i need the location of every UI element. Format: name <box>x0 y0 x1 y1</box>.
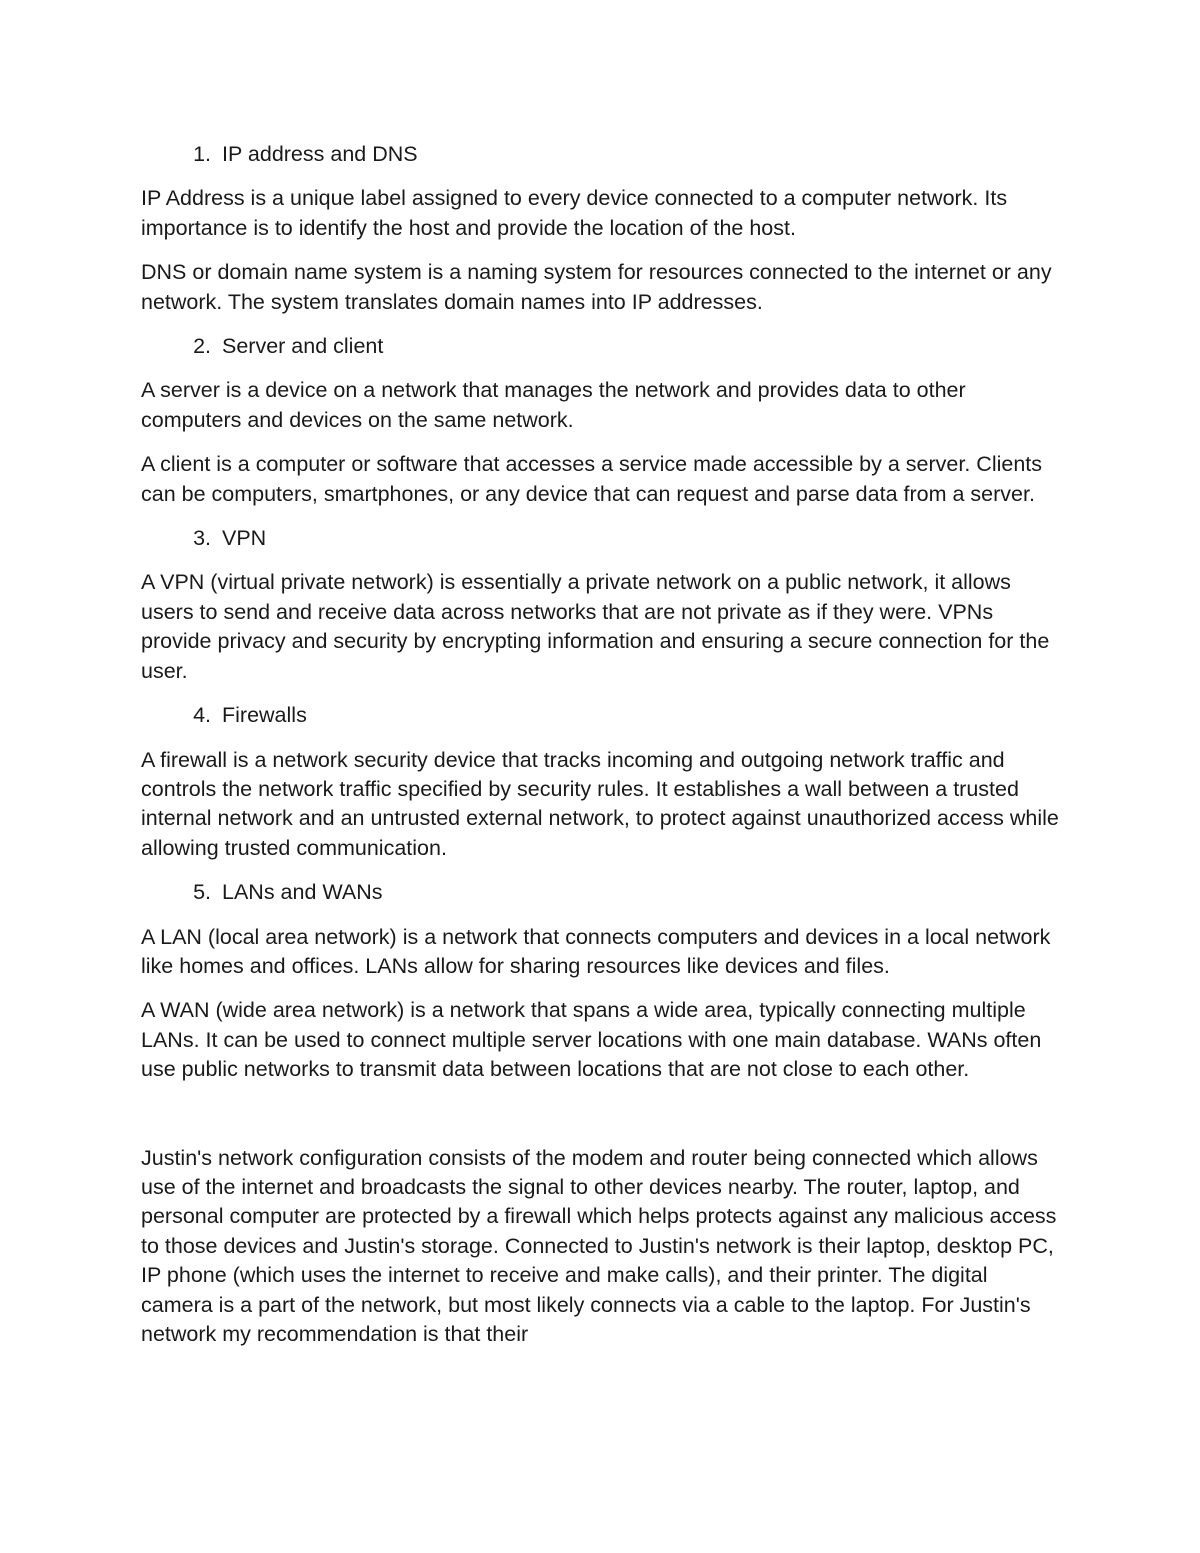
section-title: LANs and WANs <box>222 880 383 905</box>
section-heading-ip-dns <box>141 140 1061 169</box>
section-heading-vpn <box>141 524 1061 553</box>
section-number: 5. <box>193 880 211 905</box>
section-number: 4. <box>193 703 211 728</box>
section-number: 2. <box>193 334 211 359</box>
section-title: Server and client <box>222 334 384 359</box>
section-title: VPN <box>222 526 267 551</box>
section-number: 3. <box>193 526 211 551</box>
document-body <box>141 140 1061 1364</box>
section-title: Firewalls <box>222 703 307 728</box>
paragraph-vpn: A VPN (virtual private network) is essentially a private network on a public network, it allows users to send and receive data across networks that are not private as if they were. VPNs provide privacy and security by encrypting information and ensuring a secure connection for the user. <box>141 570 1050 683</box>
paragraph-client: A client is a computer or software that accesses a service made accessible by a server. Clients can be computers, smartphones, or any device that can request and parse data from a server. <box>141 452 1043 506</box>
section-number: 1. <box>193 142 211 166</box>
section-heading-firewalls <box>141 701 1061 730</box>
paragraph-justin-network: Justin's network configuration consists of the modem and router being connected which allows use of the internet and broadcasts the signal to other devices nearby. The router, laptop, and personal computer are protected by a firewall which helps protects against any malicious access to those devices and Justin's storage. Connected to Justin's network is their laptop, desktop PC, IP phone (which uses the internet to receive and make calls), and their printer. The digital camera is a part of the network, but most likely connects via a cable to the laptop. For Justin's network my recommendation is that their <box>141 1145 1057 1346</box>
blank-line <box>141 1100 1061 1144</box>
paragraph-firewall: A firewall is a network security device that tracks incoming and outgoing network traffic and controls the network traffic specified by security rules. It establishes a wall between a trusted internal network and an untrusted external network, to protect against unauthorized access while allowing trusted communication. <box>141 747 1059 860</box>
paragraph-lan: A LAN (local area network) is a network that connects computers and devices in a local network like homes and offices. LANs allow for sharing resources like devices and files. <box>141 924 1051 978</box>
paragraph-server: A server is a device on a network that manages the network and provides data to other computers and devices on the same network. <box>141 378 966 432</box>
section-heading-server-client <box>141 332 1061 361</box>
paragraph-ip-address: IP Address is a unique label assigned to every device connected to a computer network. Its importance is to identify the host and provide the location of the host. <box>141 186 1008 240</box>
paragraph-wan: A WAN (wide area network) is a network that spans a wide area, typically connecting multiple LANs. It can be used to connect multiple server locations with one main database. WANs often use public networks to transmit data between locations that are not close to each other. <box>141 998 1042 1082</box>
section-title: IP address and DNS <box>222 142 418 166</box>
paragraph-dns: DNS or domain name system is a naming system for resources connected to the internet or any network. The system translates domain names into IP addresses. <box>141 260 1052 314</box>
section-heading-lans-wans <box>141 878 1061 907</box>
